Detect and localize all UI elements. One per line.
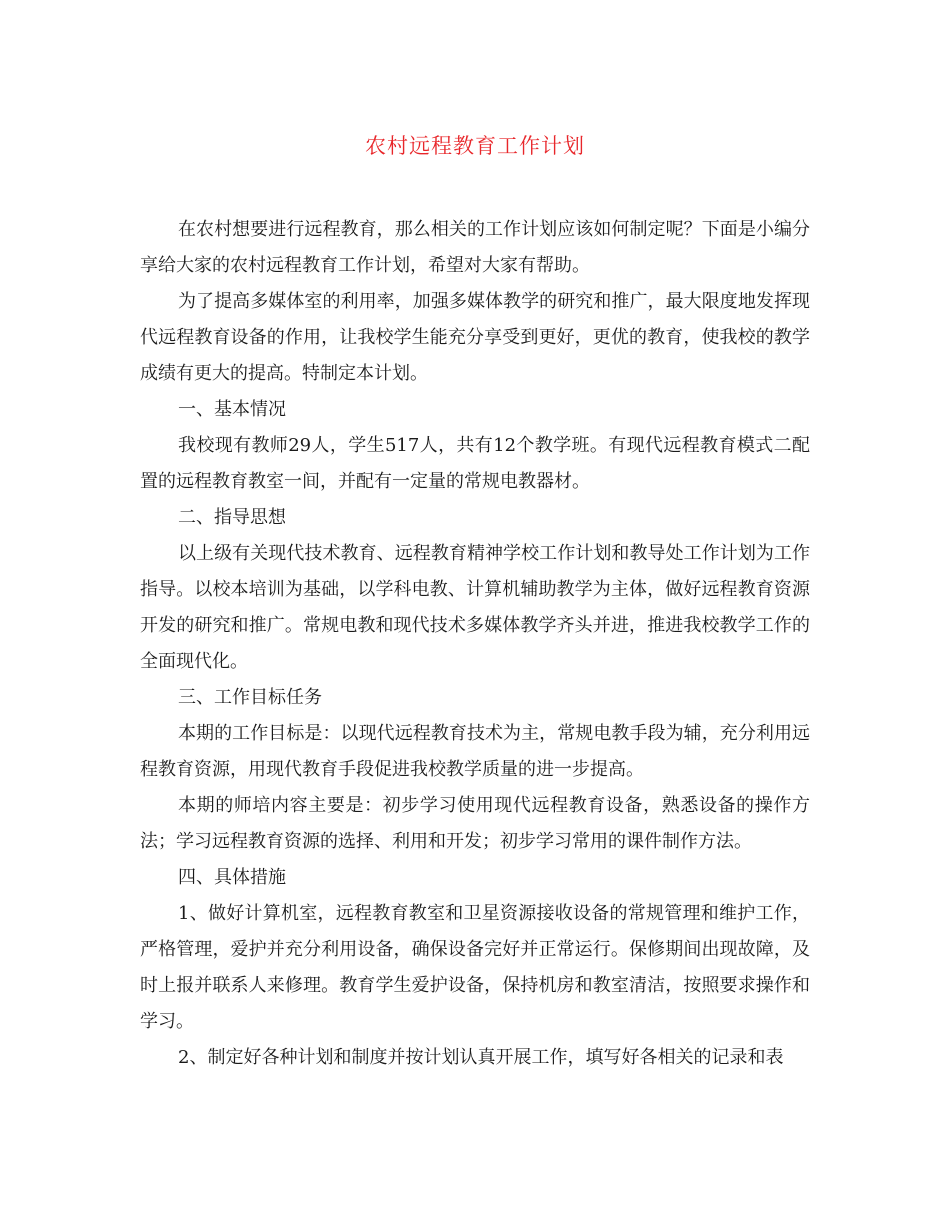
section-heading-measures: 四、具体措施 [178, 867, 286, 888]
section-heading-goals: 三、工作目标任务 [178, 687, 322, 708]
section-heading-basic-situation: 一、基本情况 [178, 399, 286, 420]
section-heading-guiding-thought: 二、指导思想 [178, 507, 286, 528]
document-title: 农村远程教育工作计划 [365, 134, 585, 158]
paragraph-training: 本期的师培内容主要是：初步学习使用现代远程教育设备，熟悉设备的操作方法；学习远程教育资源的选择、利用和开发；初步学习常用的课件制作方法。 [140, 795, 810, 852]
paragraph-intro: 在农村想要进行远程教育，那么相关的工作计划应该如何制定呢？下面是小编分享给大家的农村远程教育工作计划，希望对大家有帮助。 [140, 219, 810, 276]
paragraph-purpose: 为了提高多媒体室的利用率，加强多媒体教学的研究和推广，最大限度地发挥现代远程教育设备的作用，让我校学生能充分享受到更好，更优的教育，使我校的教学成绩有更大的提高。特制定本计划。 [140, 291, 810, 384]
document-body [140, 212, 810, 1076]
paragraph-basic-situation: 我校现有教师29人，学生517人，共有12个教学班。有现代远程教育模式二配置的远程教育教室一间，并配有一定量的常规电教器材。 [140, 435, 810, 492]
paragraph-measure-1: 1、做好计算机室，远程教育教室和卫星资源接收设备的常规管理和维护工作，严格管理，爱护并充分利用设备，确保设备完好并正常运行。保修期间出现故障，及时上报并联系人来修理。教育学生爱护设备，保持机房和教室清洁，按照要求操作和学习。 [140, 903, 810, 1032]
paragraph-guiding-thought: 以上级有关现代技术教育、远程教育精神学校工作计划和教导处工作计划为工作指导。以校本培训为基础，以学科电教、计算机辅助教学为主体，做好远程教育资源开发的研究和推广。常规电教和现代技术多媒体教学齐头并进，推进我校教学工作的全面现代化。 [140, 543, 810, 672]
paragraph-measure-2: 2、制定好各种计划和制度并按计划认真开展工作，填写好各相关的记录和表 [178, 1047, 784, 1068]
paragraph-goals: 本期的工作目标是：以现代远程教育技术为主，常规电教手段为辅，充分利用远程教育资源，用现代教育手段促进我校教学质量的进一步提高。 [140, 723, 810, 780]
